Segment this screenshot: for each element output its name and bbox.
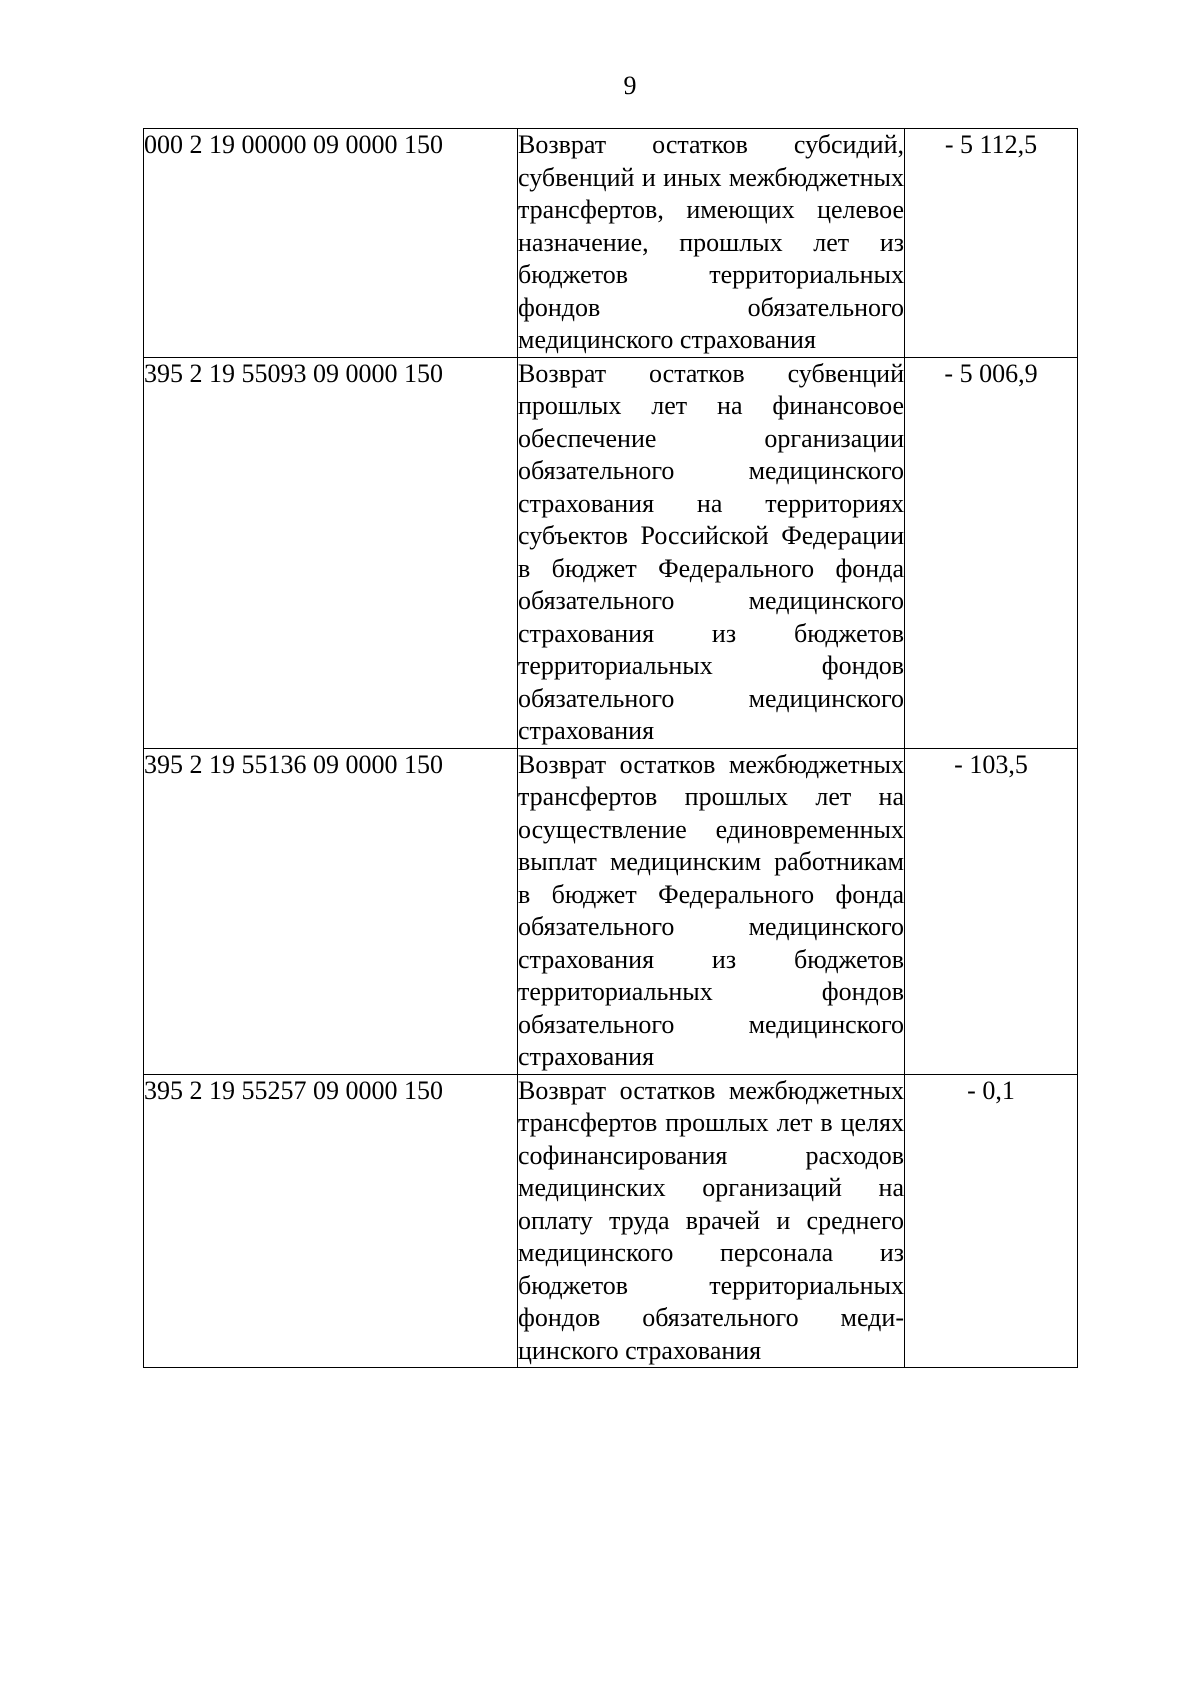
row-name: Возврат остатков межбюджетных трансфертов прошлых лет на осуществление единовременных выплат медицинским работникам в бюджет Федерального фонда обязательного медицинского страхования из бюджетов территориальных фондов обязательного медицинского страхования	[518, 748, 905, 1074]
row-name: Возврат остатков субсидий, субвенций и иных межбюджетных трансфертов, имеющих целевое назначение, прошлых лет из бюджетов территориальных фондов обязательного медицинского страхования	[518, 129, 905, 358]
row-code: 395 2 19 55093 09 0000 150	[144, 357, 518, 748]
page-number: 9	[623, 71, 637, 100]
row-code: 395 2 19 55136 09 0000 150	[144, 748, 518, 1074]
table-row	[144, 748, 1078, 1074]
table-row	[144, 1074, 1078, 1368]
table-row	[144, 129, 1078, 358]
row-amount: - 103,5	[905, 748, 1078, 1074]
budget-table	[143, 128, 1078, 1368]
row-name: Возврат остатков межбюджетных трансфертов прошлых лет в целях софинансирования расходов медицинских организаций на оплату труда врачей и среднего медицинского персонала из бюджетов территориальных фондов обязательного медицинского страхования	[518, 1074, 905, 1368]
row-amount: - 0,1	[905, 1074, 1078, 1368]
table-row	[144, 357, 1078, 748]
row-code: 395 2 19 55257 09 0000 150	[144, 1074, 518, 1368]
row-code: 000 2 19 00000 09 0000 150	[144, 129, 518, 358]
row-amount: - 5 112,5	[905, 129, 1078, 358]
row-name: Возврат остатков субвенций прошлых лет на финансовое обеспечение организации обязательного медицинского страхования на территориях субъектов Российской Федерации в бюджет Федерального фонда обязательного медицинского страхования из бюджетов территориальных фондов обязательного медицинского страхования	[518, 357, 905, 748]
row-amount: - 5 006,9	[905, 357, 1078, 748]
